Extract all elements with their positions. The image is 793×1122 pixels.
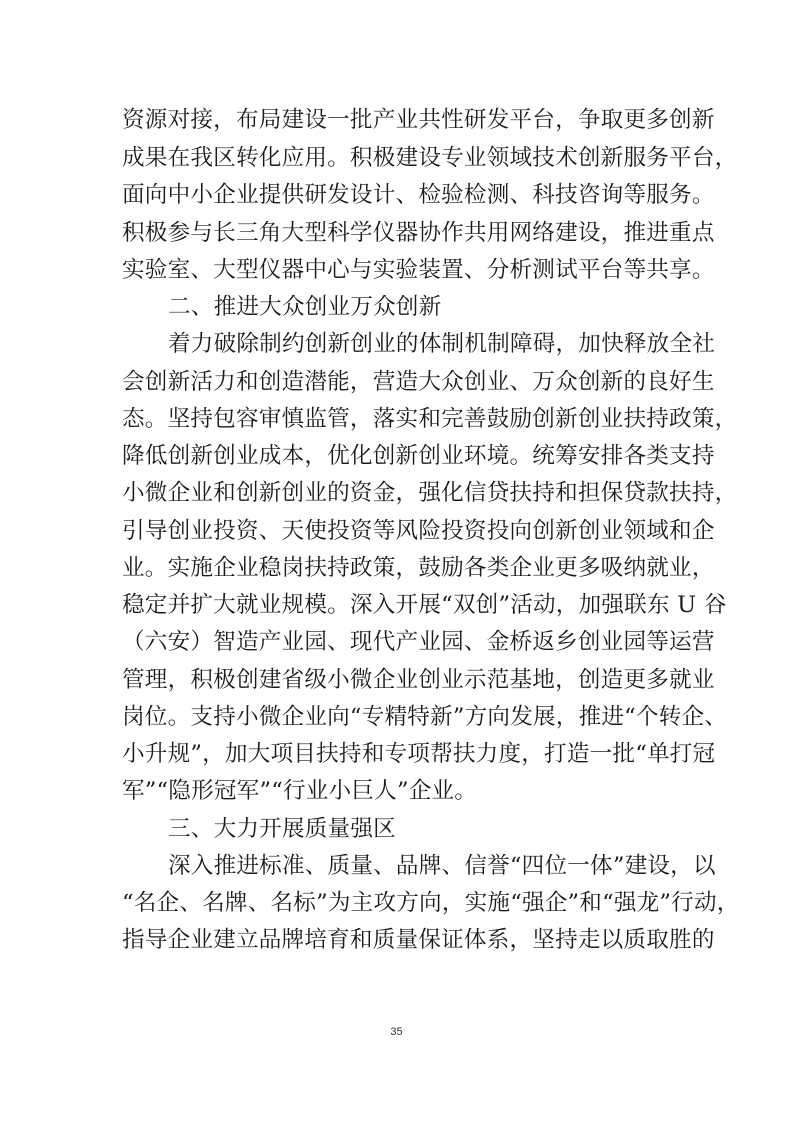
paragraph-line: 引导创业投资、天使投资等风险投资投向创新创业领域和企 (122, 518, 715, 544)
paragraph-line: 稳定并扩大就业规模。深入开展“双创”活动，加强联东 U 谷 (122, 592, 727, 618)
section-heading: 二、推进大众创业万众创新 (168, 294, 442, 320)
paragraph-line: 积极参与长三角大型科学仪器协作共用网络建设，推进重点 (122, 220, 715, 246)
paragraph-line: 岗位。支持小微企业向“专精特新”方向发展，推进“个转企、 (122, 704, 728, 730)
paragraph-line: 态。坚持包容审慎监管，落实和完善鼓励创新创业扶持政策， (122, 406, 738, 432)
paragraph-line: 会创新活力和创造潜能，营造大众创业、万众创新的良好生 (122, 369, 715, 395)
paragraph-line: 业。实施企业稳岗扶持政策，鼓励各类企业更多吸纳就业， (122, 555, 715, 581)
paragraph-line: 指导企业建立品牌培育和质量保证体系，坚持走以质取胜的 (122, 927, 715, 953)
page-number: 35 (390, 1026, 403, 1038)
paragraph-line: 成果在我区转化应用。积极建设专业领域技术创新服务平台， (122, 145, 738, 171)
paragraph-line: 面向中小企业提供研发设计、检验检测、科技咨询等服务。 (122, 182, 715, 208)
paragraph-line: 资源对接，布局建设一批产业共性研发平台，争取更多创新 (122, 107, 715, 133)
paragraph-line: （六安）智造产业园、现代产业园、金桥返乡创业园等运营 (122, 629, 715, 655)
paragraph-line: 管理，积极创建省级小微企业创业示范基地，创造更多就业 (122, 667, 715, 693)
paragraph-line: 小升规”，加大项目扶持和专项帮扶力度，打造一批“单打冠 (122, 741, 716, 767)
paragraph-line: 降低创新创业成本，优化创新创业环境。统筹安排各类支持 (122, 443, 715, 469)
paragraph-line: 小微企业和创新创业的资金，强化信贷扶持和担保贷款扶持， (122, 480, 738, 506)
section-heading: 三、大力开展质量强区 (168, 816, 396, 842)
paragraph-line: 着力破除制约创新创业的体制机制障碍，加快释放全社 (168, 331, 716, 357)
paragraph-line: 深入推进标准、质量、品牌、信誉“四位一体”建设，以 (168, 853, 716, 879)
paragraph-line: “名企、名牌、名标”为主攻方向，实施“强企”和“强龙”行动， (122, 890, 740, 916)
paragraph-line: 军”“隐形冠军”“行业小巨人”企业。 (122, 778, 478, 804)
paragraph-line: 实验室、大型仪器中心与实验装置、分析测试平台等共享。 (122, 257, 715, 283)
